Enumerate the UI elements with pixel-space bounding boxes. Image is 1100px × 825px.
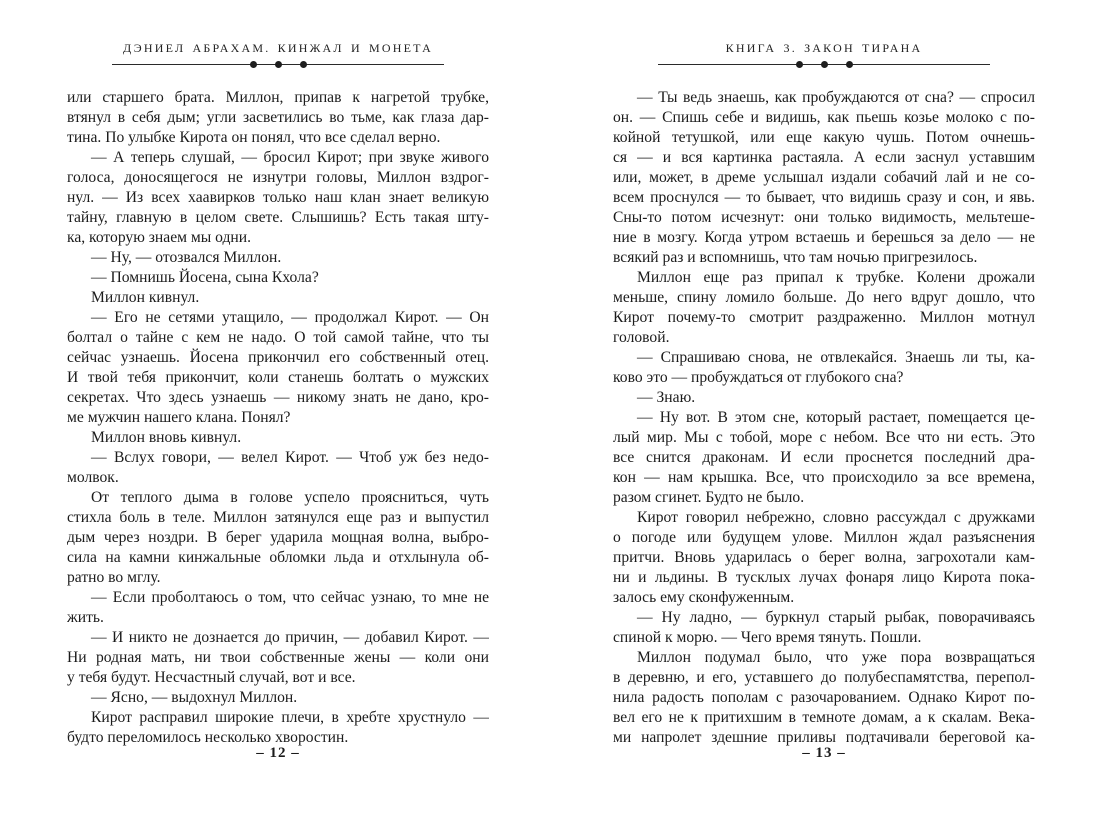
ornament-dots	[112, 60, 444, 69]
text-line: ка, которую знаем мы одни.	[67, 229, 252, 246]
text-line: ково это — пробуждаться от глубокого сна?	[613, 369, 904, 386]
text-line: ни и льдины. В тусклых лучах фонаря лицо Кирота пока-	[613, 569, 1035, 586]
text-line: головой.	[613, 329, 670, 346]
text-line: молвок.	[67, 469, 119, 486]
page-number-right: – 13 –	[802, 745, 846, 761]
text-line: Миллон кивнул.	[91, 289, 200, 306]
text-line: — Ты ведь знаешь, как пробуждаются от сна? — спросил	[637, 89, 1035, 106]
ornament-dot-icon	[796, 61, 803, 68]
running-header-right: КНИГА 3. ЗАКОН ТИРАНА	[725, 41, 923, 55]
text-line: кон — нам крышка. Все, что происходило за все времена,	[613, 469, 1035, 486]
text-line: тайну, главную в целом свете. Слышишь? Есть такая шту-	[67, 209, 489, 226]
text-line: болтал о тайне с кем не надо. О той самой тайне, что ты	[67, 329, 489, 346]
text-line: спиной к морю. — Чего время тянуть. Пошли.	[613, 629, 922, 646]
text-line: — Спрашиваю снова, не отвлекайся. Знаешь ли ты, ка-	[637, 349, 1035, 366]
text-line: нул. — Из всех хаавирков только наш клан знает великую	[67, 189, 489, 206]
text-line: сила на камни кинжальные обломки льда и отхлынула об-	[67, 549, 489, 566]
text-line: Ни родная мать, ни твои собственные жены — коли они	[67, 649, 489, 666]
text-line: жить.	[67, 609, 104, 626]
text-line: втянул в себя дым; угли засветились во тьме, как глаза дар-	[67, 109, 489, 126]
text-line: Миллон еще раз припал к трубке. Колени дрожали	[637, 269, 1035, 286]
page-number-left: – 12 –	[256, 745, 300, 761]
text-line: — Ясно, — выдохнул Миллон.	[91, 689, 298, 706]
text-line: Миллон вновь кивнул.	[91, 429, 242, 446]
text-line: всякий раз и вспомнишь, что там ночью пригрезилось.	[613, 249, 978, 266]
page-left	[67, 0, 489, 825]
text-line: нила радость пополам с разочарованием. Однако Кирот по-	[613, 689, 1035, 706]
text-line: всем проснулся — то бывает, что видишь сразу и сон, и явь.	[613, 189, 1035, 206]
page-text-left	[67, 88, 489, 748]
text-line: голоса, доносящегося не изнутри головы, Миллон вздрог-	[67, 169, 489, 186]
text-line: сейчас узнаешь. Йосена прикончил его собственный отец.	[67, 349, 489, 366]
text-line: Кирот почему-то смотрит раздраженно. Миллон мотнул	[613, 309, 1035, 326]
text-line: И твой тебя прикончит, коли станешь болтать о мужских	[67, 369, 489, 386]
text-line: или, может, в дреме услышал издали собачий лай и не со-	[613, 169, 1035, 186]
text-line: секретах. Что здесь узнаешь — никому знать не дано, кро-	[67, 389, 489, 406]
ornament-dots	[658, 60, 990, 69]
header-rule-ornament	[658, 60, 990, 69]
text-line: — Его не сетями утащило, — продолжал Кирот. — Он	[91, 309, 489, 326]
text-line: разом сгинет. Будто не было.	[613, 489, 805, 506]
page-right	[613, 0, 1035, 825]
text-line: все снится драконам. И если проснется последний дра-	[613, 449, 1035, 466]
text-line: От теплого дыма в голове успело проясниться, чуть	[91, 489, 489, 506]
text-line: стихла боль в теле. Миллон затянулся еще раз и выпустил	[67, 509, 489, 526]
text-line: или старшего брата. Миллон, припав к нагретой трубке,	[67, 89, 489, 106]
text-line: залось ему сконфуженным.	[613, 589, 795, 606]
running-header-left: ДЭНИЕЛ АБРАХАМ. КИНЖАЛ И МОНЕТА	[123, 41, 433, 55]
text-line: — Знаю.	[637, 389, 696, 406]
text-line: о погоде или будущем улове. Миллон ждал разъяснения	[613, 529, 1035, 546]
text-line: Сны-то потом исчезнут: они только видимость, мельтеше-	[613, 209, 1035, 226]
text-line: будто переломилось несколько хворостин.	[67, 729, 349, 746]
text-line: койной тетушкой, или еще какую чушь. Потом очнешь-	[613, 129, 1035, 146]
text-line: у тебя будут. Несчастный случай, вот и все.	[67, 669, 356, 686]
ornament-dot-icon	[250, 61, 257, 68]
text-line: Кирот говорил небрежно, словно рассуждал с дружками	[637, 509, 1035, 526]
text-line: Кирот расправил широкие плечи, в хребте хрустнуло —	[91, 709, 489, 726]
text-line: ратно во мглу.	[67, 569, 161, 586]
text-line: — Вслух говори, — велел Кирот. — Чтоб уж без недо-	[91, 449, 489, 466]
text-line: дым через ноздри. В берег ударила мощная волна, выбро-	[67, 529, 489, 546]
text-line: ние в мозгу. Когда утром встаешь и берешься за дело — не	[613, 229, 1035, 246]
text-line: тина. По улыбке Кирота он понял, что все сделал верно.	[67, 129, 441, 146]
text-line: — А теперь слушай, — бросил Кирот; при звуке живого	[91, 149, 489, 166]
header-rule-ornament	[112, 60, 444, 69]
ornament-dot-icon	[821, 61, 828, 68]
text-line: — Если проболтаюсь о том, что сейчас узнаю, то мне не	[91, 589, 489, 606]
text-line: — Ну, — отозвался Миллон.	[91, 249, 282, 266]
text-line: — Ну ладно, — буркнул старый рыбак, поворачиваясь	[637, 609, 1035, 626]
text-line: лый мир. Мы с тобой, море с небом. Все что ни есть. Это	[613, 429, 1035, 446]
text-line: — И никто не дознается до причин, — добавил Кирот. —	[91, 629, 489, 646]
ornament-dot-icon	[846, 61, 853, 68]
text-line: Миллон подумал было, что уже пора возвращаться	[637, 649, 1035, 666]
text-line: притчи. Вновь ударилась о берег волна, загрохотали кам-	[613, 549, 1035, 566]
text-line: — Ну вот. В этом сне, который растает, помещается це-	[637, 409, 1035, 426]
text-line: — Помнишь Йосена, сына Кхола?	[91, 269, 319, 286]
text-line: ме мужчин нашего клана. Понял?	[67, 409, 291, 426]
text-line: меньше, спину ломило больше. До него вдруг дошло, что	[613, 289, 1035, 306]
text-line: ми напролет здешние приливы подтачивали береговой ка-	[613, 729, 1035, 746]
text-line: вел его не к притихшим в темноте домам, а к скалам. Века-	[613, 709, 1035, 726]
text-line: в деревню, и его, уставшего до полубеспамятства, перепол-	[613, 669, 1035, 686]
ornament-dot-icon	[300, 61, 307, 68]
text-line: ся — и вся картинка растаяла. А если заснул уставшим	[613, 149, 1035, 166]
text-line: он. — Спишь себе и видишь, как пьешь козье молоко с по-	[613, 109, 1035, 126]
page-text-right	[613, 88, 1035, 748]
ornament-dot-icon	[275, 61, 282, 68]
